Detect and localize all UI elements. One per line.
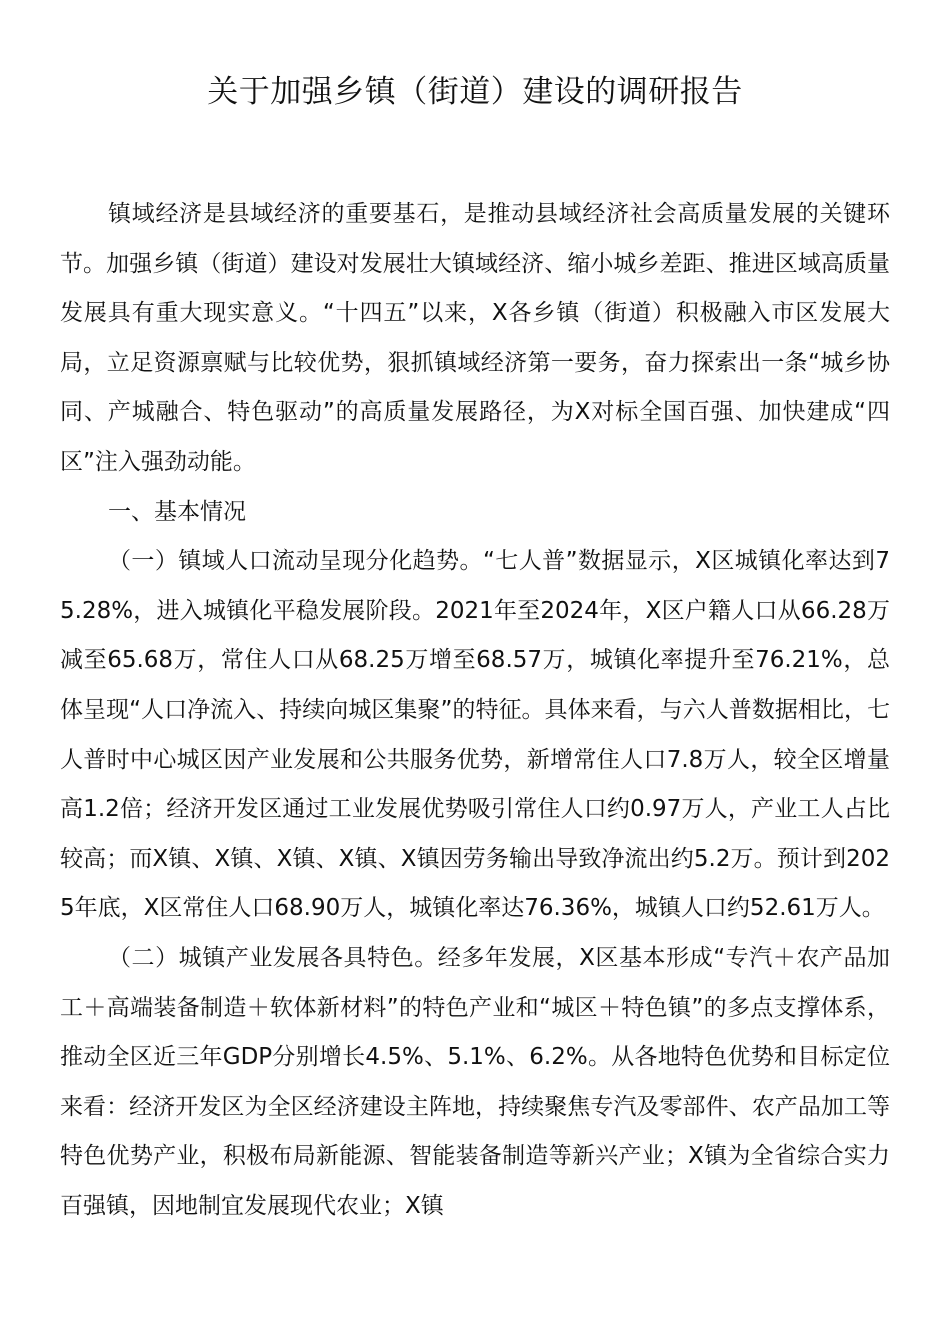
section-heading: 一、基本情况 xyxy=(108,498,246,525)
population-paragraph: （一）镇域人口流动呈现分化趋势。“七人普”数据显示，X区城镇化率达到75.28%，进入城镇化平稳发展阶段。2021年至2024年，X区户籍人口从66.28万减至65.68万，常住人口从68.25万增至68.57万，城镇化率提升至76.21%，总体呈现“人口净流入、持续向城区集聚”的特征。具体来看，与六人普数据相比，七人普时中心城区因产业发展和公共服务优势，新增常住人口7.8万人，较全区增量高1.2倍；经济开发区通过工业发展优势吸引常住人口约0.97万人，产业工人占比较高；而X镇、X镇、X镇、X镇、X镇因劳务输出导致净流出约5.2万。预计到2025年底，X区常住人口68.90万人，城镇化率达76.36%，城镇人口约52.61万人。 xyxy=(60,548,890,922)
intro-paragraph: 镇域经济是县域经济的重要基石，是推动县域经济社会高质量发展的关键环节。加强乡镇（街道）建设对发展壮大镇域经济、缩小城乡差距、推进区域高质量发展具有重大现实意义。“十四五”以来，X各乡镇（街道）积极融入市区发展大局，立足资源禀赋与比较优势，狠抓镇域经济第一要务，奋力探索出一条“城乡协同、产城融合、特色驱动”的高质量发展路径，为X对标全国百强、加快建成“四区”注入强劲动能。 xyxy=(60,201,890,475)
industry-paragraph: （二）城镇产业发展各具特色。经多年发展，X区基本形成“专汽＋农产品加工＋高端装备制造＋软体新材料”的特色产业和“城区＋特色镇”的多点支撑体系，推动全区近三年GDP分别增长4.5%、5.1%、6.2%。从各地特色优势和目标定位来看：经济开发区为全区经济建设主阵地，持续聚焦专汽及零部件、农产品加工等特色优势产业，积极布局新能源、智能装备制造等新兴产业；X镇为全省综合实力百强镇，因地制宜发展现代农业；X镇 xyxy=(60,944,890,1219)
document-title: 关于加强乡镇（街道）建设的调研报告 xyxy=(207,74,743,110)
